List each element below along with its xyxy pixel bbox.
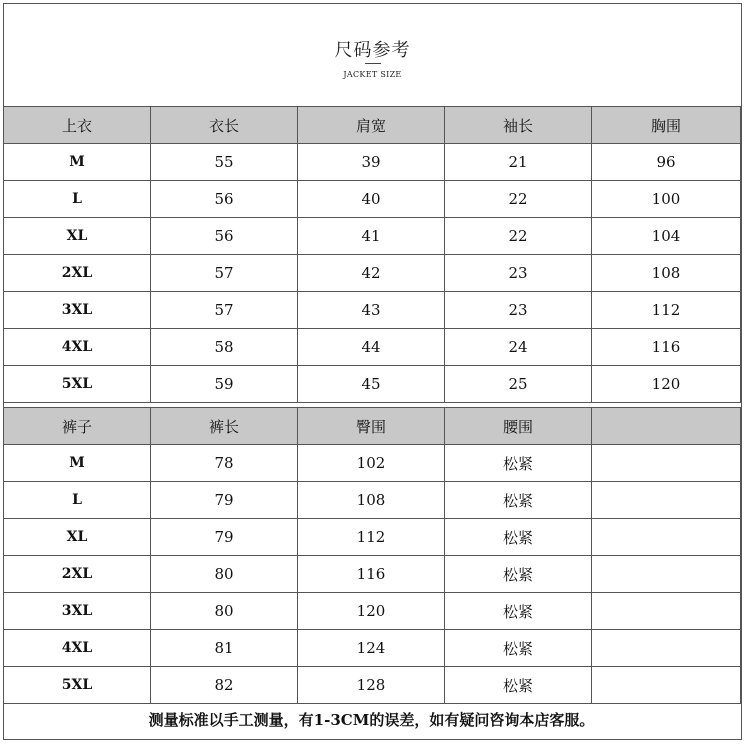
jacket-header-cell: 衣长: [151, 107, 298, 144]
title-divider: [365, 63, 381, 64]
jacket-header-cell: 肩宽: [298, 107, 445, 144]
jacket-header-cell: 袖长: [445, 107, 592, 144]
table-cell: 松紧: [445, 519, 592, 556]
chart-title: 尺码参考: [334, 40, 411, 61]
table-cell: 松紧: [445, 667, 592, 704]
size-label-cell: 4XL: [4, 329, 151, 366]
size-label-cell: 3XL: [4, 292, 151, 329]
table-cell: 59: [151, 366, 298, 403]
size-label-cell: M: [4, 144, 151, 181]
table-cell: 128: [298, 667, 445, 704]
table-cell: 40: [298, 181, 445, 218]
table-cell: 120: [298, 593, 445, 630]
table-cell: 80: [151, 556, 298, 593]
table-cell: 112: [298, 519, 445, 556]
table-row: [4, 218, 741, 255]
jacket-header-cell: 胸围: [592, 107, 741, 144]
table-row: [4, 329, 741, 366]
table-cell: 57: [151, 292, 298, 329]
table-cell: 108: [592, 255, 741, 292]
table-row: [4, 144, 741, 181]
table-cell: [592, 556, 741, 593]
pants-size-table: [3, 407, 741, 704]
table-cell: 松紧: [445, 482, 592, 519]
pants-header-cell: 腰围: [445, 408, 592, 445]
table-cell: 108: [298, 482, 445, 519]
table-row: [4, 630, 741, 667]
size-label-cell: 5XL: [4, 667, 151, 704]
table-cell: 24: [445, 329, 592, 366]
size-label-cell: XL: [4, 218, 151, 255]
pants-header-cell: 裤子: [4, 408, 151, 445]
table-row: [4, 519, 741, 556]
table-cell: [592, 630, 741, 667]
table-row: [4, 366, 741, 403]
table-cell: 79: [151, 519, 298, 556]
table-cell: 104: [592, 218, 741, 255]
table-cell: 58: [151, 329, 298, 366]
table-cell: 松紧: [445, 556, 592, 593]
table-cell: 42: [298, 255, 445, 292]
table-cell: 96: [592, 144, 741, 181]
table-cell: 56: [151, 181, 298, 218]
table-cell: 116: [592, 329, 741, 366]
pants-header-cell: 臀围: [298, 408, 445, 445]
table-cell: 82: [151, 667, 298, 704]
size-label-cell: M: [4, 445, 151, 482]
jacket-header-row: [4, 107, 741, 144]
size-label-cell: 2XL: [4, 255, 151, 292]
size-label-cell: 3XL: [4, 593, 151, 630]
table-cell: 松紧: [445, 593, 592, 630]
jacket-size-table: [3, 106, 741, 403]
table-cell: 23: [445, 255, 592, 292]
table-cell: 22: [445, 218, 592, 255]
table-cell: 25: [445, 366, 592, 403]
table-cell: 43: [298, 292, 445, 329]
title-block: [4, 4, 741, 107]
table-cell: 44: [298, 329, 445, 366]
table-cell: [592, 593, 741, 630]
pants-header-cell: 裤长: [151, 408, 298, 445]
table-cell: 松紧: [445, 445, 592, 482]
table-cell: 41: [298, 218, 445, 255]
size-label-cell: 5XL: [4, 366, 151, 403]
table-cell: 124: [298, 630, 445, 667]
table-cell: [592, 667, 741, 704]
table-cell: 112: [592, 292, 741, 329]
table-cell: 23: [445, 292, 592, 329]
table-cell: 116: [298, 556, 445, 593]
table-cell: 57: [151, 255, 298, 292]
table-cell: 79: [151, 482, 298, 519]
size-label-cell: L: [4, 181, 151, 218]
jacket-header-cell: 上衣: [4, 107, 151, 144]
table-cell: [592, 482, 741, 519]
table-cell: 21: [445, 144, 592, 181]
table-cell: 102: [298, 445, 445, 482]
table-cell: 100: [592, 181, 741, 218]
table-cell: 56: [151, 218, 298, 255]
measurement-note: 测量标准以手工测量，有1-3CM的误差，如有疑问咨询本店客服。: [148, 711, 595, 729]
table-row: [4, 181, 741, 218]
size-label-cell: 4XL: [4, 630, 151, 667]
table-row: [4, 255, 741, 292]
table-row: [4, 445, 741, 482]
table-cell: 81: [151, 630, 298, 667]
chart-subtitle: JACKET SIZE: [343, 70, 402, 79]
table-cell: 22: [445, 181, 592, 218]
pants-header-cell: [592, 408, 741, 445]
table-cell: 松紧: [445, 630, 592, 667]
table-row: [4, 667, 741, 704]
size-label-cell: XL: [4, 519, 151, 556]
size-label-cell: L: [4, 482, 151, 519]
table-row: [4, 482, 741, 519]
table-cell: 39: [298, 144, 445, 181]
table-cell: 80: [151, 593, 298, 630]
table-row: [4, 556, 741, 593]
table-cell: 120: [592, 366, 741, 403]
pants-header-row: [4, 408, 741, 445]
table-cell: [592, 519, 741, 556]
table-cell: 45: [298, 366, 445, 403]
table-row: [4, 593, 741, 630]
size-label-cell: 2XL: [4, 556, 151, 593]
table-cell: [592, 445, 741, 482]
table-cell: 78: [151, 445, 298, 482]
table-cell: 55: [151, 144, 298, 181]
table-row: [4, 292, 741, 329]
